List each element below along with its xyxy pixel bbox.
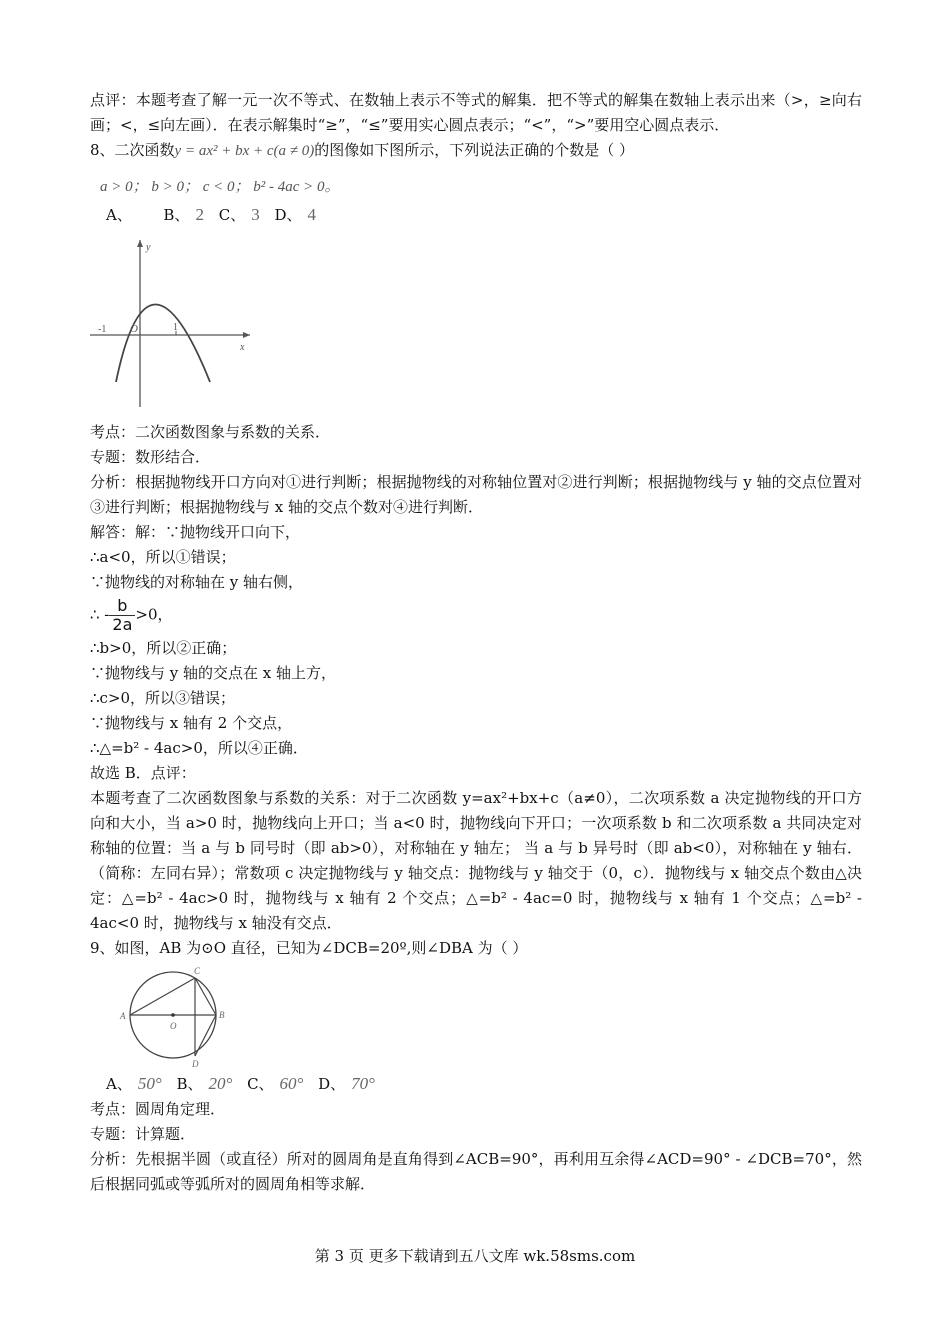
q8-zhuanti: 专题：数形结合． — [90, 448, 211, 466]
q9-options: A、 50° B、 20° C、 60° D、 70° — [106, 1074, 375, 1093]
q8-jieda-9: ∴△=b² - 4ac>0，所以④正确． — [90, 739, 308, 757]
point-b-label: B — [219, 1010, 225, 1020]
q8-jieda-4: ∴ - $\frac{b}{2a}$ >0， — [90, 596, 173, 634]
fraction-b-2a: $\frac{b}{2a}$ — [109, 597, 135, 634]
q8-jieda-6: ∵抛物线与 y 轴的交点在 x 轴上方， — [90, 664, 337, 682]
comment-paragraph: 点评：本题考查了解一元一次不等式、在数轴上表示不等式的解集．把不等式的解集在数轴上表示出来（>，≥向右画；<，≤向左画）．在表示解集时“≥”，“≤”要用实心圆点表示；“<”，“>”要用空心圆点表示． — [90, 91, 862, 134]
q8-fenxi: 分析：根据抛物线开口方向对①进行判断；根据抛物线的对称轴位置对②进行判断；根据抛物线与 y 轴的交点位置对③进行判断；根据抛物线与 x 轴的交点个数对④进行判断． — [90, 473, 862, 516]
question-9: 9、如图，AB 为⊙O 直径，已知为∠DCB=20º,则∠DBA 为（ ） — [90, 939, 528, 957]
origin-label: O — [130, 323, 138, 335]
y-axis-label: y — [146, 242, 151, 253]
q9-zhuanti: 专题：计算题． — [90, 1125, 196, 1143]
tick-neg1: -1 — [98, 324, 107, 335]
q8-kaodian: 考点：二次函数图象与系数的关系． — [90, 423, 331, 441]
center-o-label: O — [170, 1021, 177, 1031]
page-footer: 第 3 页 更多下载请到五八文库 wk.58sms.com — [314, 1247, 636, 1265]
x-axis-label: x — [240, 342, 245, 353]
q8-formula: y = ax² + bx + c(a ≠ 0) — [174, 143, 315, 159]
q9-kaodian: 考点：圆周角定理． — [90, 1100, 226, 1118]
q8-jieda-8: ∵抛物线与 x 轴有 2 个交点， — [90, 714, 293, 732]
q8-jieda-1: 解答：解：∵抛物线开口向下， — [90, 523, 301, 541]
q8-jieda-3: ∵抛物线的对称轴在 y 轴右侧， — [90, 573, 304, 591]
question-8: 8、二次函数y = ax² + bx + c(a ≠ 0)的图像如下图所示，下列说法正确的个数是（ ） — [90, 141, 635, 159]
q9-fenxi: 分析：先根据半圆（或直径）所对的圆周角是直角得到∠ACB=90°，再利用互余得∠ACD=90° - ∠DCB=70°，然后根据同弧或等弧所对的圆周角相等求解． — [90, 1150, 862, 1193]
point-c-label: C — [194, 966, 201, 976]
q8-jieda-7: ∴c>0，所以③错误； — [90, 689, 236, 707]
tick-one: 1 — [173, 322, 178, 333]
q8-dianping: 本题考查了二次函数图象与系数的关系：对于二次函数 y=ax²+bx+c（a≠0），二次项系数 a 决定抛物线的开口方向和大小，当 a>0 时，抛物线向上开口；当 a<0 时，抛物线向下开口；一次项系数 b 和二次项系数 a 共同决定对称轴的位置：当 a 与 b 同号时（即 ab>0），对称轴在 y 轴左； 当 a 与 b 异号时（即 ab<0），对称轴在 y 轴右．（简称：左同右异）；常数项 c 决定抛物线与 y 轴交点：抛物线与 y 轴交于（0，c）．抛物线与 x 轴交点个数由△决定：△=b² - 4ac>0 时，抛物线与 x 轴有 2 个交点；△=b² - 4ac=0 时，抛物线与 x 轴有 1 个交点；△=b² - 4ac<0 时，抛物线与 x 轴没有交点． — [90, 789, 862, 932]
point-a-label: A — [120, 1011, 126, 1021]
point-d-label: D — [192, 1059, 199, 1069]
q8-jieda-5: ∴b>0，所以②正确； — [90, 639, 237, 657]
q8-conditions: a > 0； b > 0； c < 0； b² - 4ac > 0。 — [100, 179, 340, 195]
q8-jieda-10: 故选 B．点评： — [90, 764, 196, 782]
document-body — [90, 88, 862, 1197]
q8-options: A、 B、 2 C、 3 D、 4 — [106, 205, 317, 224]
circle-figure — [108, 963, 248, 1071]
q8-jieda-2: ∴a<0，所以①错误； — [90, 548, 236, 566]
parabola-graph — [90, 232, 260, 412]
